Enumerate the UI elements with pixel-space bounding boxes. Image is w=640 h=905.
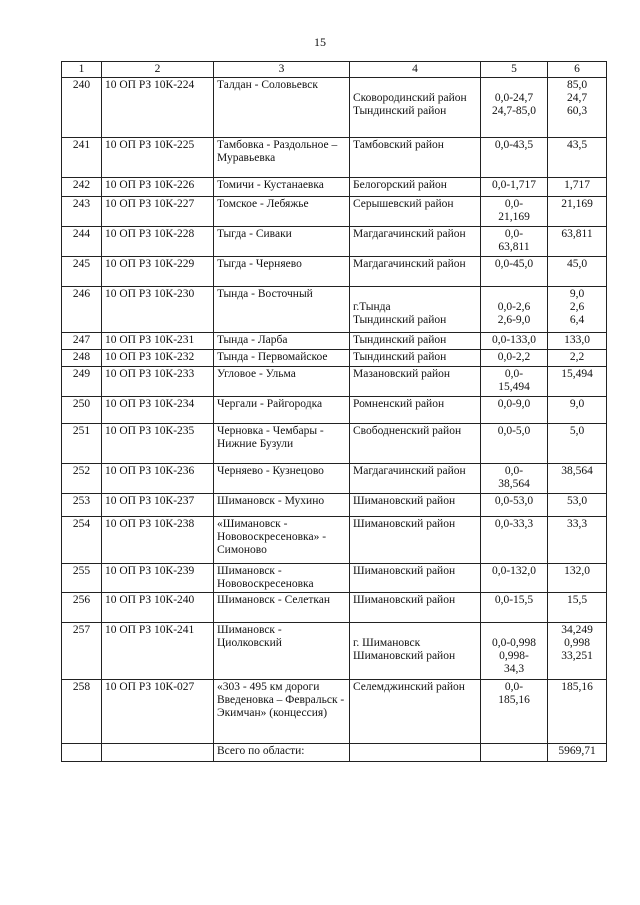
district-cell [350, 464, 481, 494]
table-row [62, 517, 607, 564]
district-line: Шимановский район [353, 650, 456, 662]
length-cell [548, 564, 607, 593]
row-number-cell: 256 [62, 593, 102, 623]
road-name-cell: Шимановск - Селеткан [214, 593, 350, 623]
total-label: Всего по области: [214, 744, 350, 762]
km-range-cell [481, 197, 548, 227]
district-cell [350, 78, 481, 138]
road-name-cell: Черновка - Чембары - Нижние Бузули [214, 424, 350, 464]
total-row [62, 744, 607, 762]
km-range-cell [481, 178, 548, 197]
district-cell [350, 494, 481, 517]
district-line: Тындинский район [353, 105, 447, 117]
km-range-line: 38,564 [498, 478, 530, 490]
km-range-line: 0,0-9,0 [497, 398, 531, 410]
table-row [62, 564, 607, 593]
road-code-cell: 10 ОП РЗ 10К-232 [102, 350, 214, 367]
km-range-cell [481, 424, 548, 464]
road-name-cell: Томичи - Кустанаевка [214, 178, 350, 197]
road-name-cell: «Шимановск - Нововоскресеновка» - Симоново [214, 517, 350, 564]
km-range-cell [481, 464, 548, 494]
table-row [62, 138, 607, 178]
road-name-cell: Тыгда - Черняево [214, 257, 350, 287]
km-range-line: 185,16 [498, 694, 530, 706]
km-range-line: 0,0-53,0 [494, 495, 534, 507]
km-range-cell [481, 564, 548, 593]
district-cell [350, 287, 481, 333]
length-line: 34,249 [561, 624, 593, 636]
district-cell [350, 227, 481, 257]
table-header-row [62, 62, 607, 78]
length-cell [548, 680, 607, 744]
length-cell [548, 257, 607, 287]
district-cell [350, 350, 481, 367]
road-name-cell: Чергали - Райгородка [214, 397, 350, 424]
spacer [353, 624, 477, 637]
km-range-cell [481, 397, 548, 424]
table-row [62, 197, 607, 227]
km-range-line: 34,3 [503, 663, 525, 675]
length-line: 0,998 [564, 637, 590, 649]
row-number-cell: 257 [62, 623, 102, 680]
district-line: Тындинский район [353, 334, 447, 346]
table-row [62, 227, 607, 257]
header-cell: 6 [548, 62, 607, 78]
km-range-line: 63,811 [498, 241, 530, 253]
length-line: 2,6 [569, 301, 585, 313]
road-name-cell: Талдан - Соловьевск [214, 78, 350, 138]
district-line: Тамбовский район [353, 139, 444, 151]
district-line: Свободненский район [353, 425, 462, 437]
district-cell [350, 197, 481, 227]
header-cell: 2 [102, 62, 214, 78]
row-number-cell: 250 [62, 397, 102, 424]
length-cell [548, 424, 607, 464]
district-line: Магдагачинский район [353, 258, 466, 270]
district-cell [350, 564, 481, 593]
table-row [62, 424, 607, 464]
district-line: Сковородинский район [353, 92, 467, 104]
km-range-line: 0,0-33,3 [494, 518, 534, 530]
table-row [62, 680, 607, 744]
km-range-cell [481, 623, 548, 680]
km-range-cell [481, 227, 548, 257]
road-code-cell: 10 ОП РЗ 10К-241 [102, 623, 214, 680]
row-number-cell: 252 [62, 464, 102, 494]
spacer [484, 288, 544, 301]
road-code-cell: 10 ОП РЗ 10К-239 [102, 564, 214, 593]
road-name-cell: Шимановск - Мухино [214, 494, 350, 517]
km-range-line: 0,0- [504, 465, 524, 477]
district-cell [350, 138, 481, 178]
km-range-cell [481, 350, 548, 367]
length-line: 15,494 [561, 368, 593, 380]
length-cell [548, 464, 607, 494]
road-code-cell: 10 ОП РЗ 10К-238 [102, 517, 214, 564]
length-line: 15,5 [566, 594, 588, 606]
km-range-cell [481, 257, 548, 287]
row-number-cell: 243 [62, 197, 102, 227]
km-range-cell [481, 287, 548, 333]
roads-table [61, 61, 607, 762]
table-row [62, 397, 607, 424]
table-row [62, 623, 607, 680]
road-name-cell: Тында - Восточный [214, 287, 350, 333]
km-range-line: 0,0-43,5 [494, 139, 534, 151]
table-row [62, 464, 607, 494]
km-range-line: 0,0-2,2 [497, 351, 531, 363]
district-line: Шимановский район [353, 495, 456, 507]
road-code-cell: 10 ОП РЗ 10К-225 [102, 138, 214, 178]
row-number-cell: 249 [62, 367, 102, 397]
empty-cell [62, 744, 102, 762]
row-number-cell: 244 [62, 227, 102, 257]
road-name-cell: Черняево - Кузнецово [214, 464, 350, 494]
length-cell [548, 494, 607, 517]
length-cell [548, 78, 607, 138]
length-line: 6,4 [569, 314, 585, 326]
table-row [62, 494, 607, 517]
spacer [353, 79, 477, 92]
km-range-line: 2,6-9,0 [497, 314, 531, 326]
length-line: 33,3 [566, 518, 588, 530]
length-line: 133,0 [564, 334, 590, 346]
district-cell [350, 680, 481, 744]
length-cell [548, 138, 607, 178]
road-code-cell: 10 ОП РЗ 10К-236 [102, 464, 214, 494]
row-number-cell: 241 [62, 138, 102, 178]
district-line: Селемджинский район [353, 681, 465, 693]
length-cell [548, 367, 607, 397]
km-range-cell [481, 593, 548, 623]
road-name-cell: Тында - Ларба [214, 333, 350, 350]
length-line: 185,16 [561, 681, 593, 693]
row-number-cell: 242 [62, 178, 102, 197]
length-cell [548, 397, 607, 424]
district-line: г. Шимановск [353, 637, 421, 649]
length-cell [548, 333, 607, 350]
district-line: Тындинский район [353, 314, 447, 326]
road-name-cell: Тында - Первомайское [214, 350, 350, 367]
table-row [62, 287, 607, 333]
length-line: 1,717 [564, 179, 590, 191]
length-line: 24,7 [566, 92, 588, 104]
road-code-cell: 10 ОП РЗ 10К-233 [102, 367, 214, 397]
length-line: 33,251 [561, 650, 593, 662]
km-range-line: 0,0-133,0 [491, 334, 537, 346]
district-line: Мазановский район [353, 368, 451, 380]
road-code-cell: 10 ОП РЗ 10К-230 [102, 287, 214, 333]
header-cell: 3 [214, 62, 350, 78]
road-code-cell: 10 ОП РЗ 10К-224 [102, 78, 214, 138]
district-line: Магдагачинский район [353, 228, 466, 240]
km-range-line: 15,494 [498, 381, 530, 393]
length-line: 9,0 [569, 398, 585, 410]
km-range-line: 0,0-24,7 [494, 92, 534, 104]
district-line: Шимановский район [353, 594, 456, 606]
length-cell [548, 227, 607, 257]
table-row [62, 333, 607, 350]
district-cell [350, 257, 481, 287]
district-cell [350, 424, 481, 464]
length-line: 63,811 [561, 228, 593, 240]
district-line: Шимановский район [353, 518, 456, 530]
length-cell [548, 178, 607, 197]
road-code-cell: 10 ОП РЗ 10К-234 [102, 397, 214, 424]
district-line: Шимановский район [353, 565, 456, 577]
district-line: Серышевский район [353, 198, 454, 210]
table-row [62, 367, 607, 397]
km-range-cell [481, 680, 548, 744]
header-cell: 4 [350, 62, 481, 78]
empty-cell [350, 744, 481, 762]
km-range-line: 0,0- [504, 198, 524, 210]
km-range-line: 0,0-0,998 [491, 637, 537, 649]
row-number-cell: 254 [62, 517, 102, 564]
district-cell [350, 623, 481, 680]
km-range-line: 0,0-2,6 [497, 301, 531, 313]
road-name-cell: Тамбовка - Раздольное – Муравьевка [214, 138, 350, 178]
district-cell [350, 517, 481, 564]
road-name-cell: Угловое - Ульма [214, 367, 350, 397]
length-cell [548, 593, 607, 623]
length-line: 85,0 [566, 79, 588, 91]
road-name-cell: Тыгда - Сиваки [214, 227, 350, 257]
km-range-line: 0,0- [504, 368, 524, 380]
road-name-cell: Шимановск - Нововоскресеновка [214, 564, 350, 593]
length-line: 53,0 [566, 495, 588, 507]
empty-cell [102, 744, 214, 762]
km-range-cell [481, 333, 548, 350]
km-range-line: 24,7-85,0 [491, 105, 537, 117]
length-line: 9,0 [569, 288, 585, 300]
km-range-cell [481, 367, 548, 397]
km-range-line: 0,0- [504, 681, 524, 693]
road-name-cell: «303 - 495 км дороги Введеновка – Февральск - Экимчан» (концессия) [214, 680, 350, 744]
district-cell [350, 178, 481, 197]
spacer [484, 79, 544, 92]
row-number-cell: 248 [62, 350, 102, 367]
road-code-cell: 10 ОП РЗ 10К-235 [102, 424, 214, 464]
road-name-cell: Томское - Лебяжье [214, 197, 350, 227]
total-value: 5969,71 [548, 744, 607, 762]
row-number-cell: 253 [62, 494, 102, 517]
table-row [62, 78, 607, 138]
road-code-cell: 10 ОП РЗ 10К-231 [102, 333, 214, 350]
table-row [62, 593, 607, 623]
length-cell [548, 350, 607, 367]
km-range-line: 0,0- [504, 228, 524, 240]
header-cell: 5 [481, 62, 548, 78]
length-cell [548, 287, 607, 333]
km-range-cell [481, 494, 548, 517]
length-line: 2,2 [569, 351, 585, 363]
row-number-cell: 246 [62, 287, 102, 333]
district-line: Белогорский район [353, 179, 447, 191]
page-number: 15 [314, 35, 326, 49]
table-row [62, 257, 607, 287]
km-range-line: 0,0-15,5 [494, 594, 534, 606]
spacer [484, 624, 544, 637]
spacer [353, 288, 477, 301]
road-code-cell: 10 ОП РЗ 10К-237 [102, 494, 214, 517]
district-cell [350, 367, 481, 397]
row-number-cell: 245 [62, 257, 102, 287]
row-number-cell: 240 [62, 78, 102, 138]
district-line: Тындинский район [353, 351, 447, 363]
km-range-line: 0,0-132,0 [491, 565, 537, 577]
district-cell [350, 333, 481, 350]
district-line: Ромненский район [353, 398, 445, 410]
district-line: Магдагачинский район [353, 465, 466, 477]
road-code-cell: 10 ОП РЗ 10К-228 [102, 227, 214, 257]
district-line: г.Тында [353, 301, 391, 313]
road-code-cell: 10 ОП РЗ 10К-229 [102, 257, 214, 287]
km-range-line: 21,169 [498, 211, 530, 223]
table-row [62, 178, 607, 197]
district-cell [350, 593, 481, 623]
length-line: 43,5 [566, 139, 588, 151]
table-row [62, 350, 607, 367]
length-line: 132,0 [564, 565, 590, 577]
length-cell [548, 623, 607, 680]
row-number-cell: 247 [62, 333, 102, 350]
length-cell [548, 517, 607, 564]
km-range-cell [481, 78, 548, 138]
length-line: 60,3 [566, 105, 588, 117]
district-cell [350, 397, 481, 424]
road-code-cell: 10 ОП РЗ 10К-226 [102, 178, 214, 197]
length-line: 21,169 [561, 198, 593, 210]
km-range-line: 0,0-1,717 [491, 179, 537, 191]
header-cell: 1 [62, 62, 102, 78]
length-line: 45,0 [566, 258, 588, 270]
km-range-cell [481, 517, 548, 564]
road-code-cell: 10 ОП РЗ 10К-227 [102, 197, 214, 227]
length-line: 38,564 [561, 465, 593, 477]
row-number-cell: 255 [62, 564, 102, 593]
row-number-cell: 251 [62, 424, 102, 464]
km-range-cell [481, 138, 548, 178]
length-line: 5,0 [569, 425, 585, 437]
km-range-line: 0,0-45,0 [494, 258, 534, 270]
empty-cell [481, 744, 548, 762]
km-range-line: 0,998- [499, 650, 529, 662]
road-code-cell: 10 ОП РЗ 10К-240 [102, 593, 214, 623]
length-cell [548, 197, 607, 227]
row-number-cell: 258 [62, 680, 102, 744]
road-code-cell: 10 ОП РЗ 10К-027 [102, 680, 214, 744]
road-name-cell: Шимановск - Циолковский [214, 623, 350, 680]
km-range-line: 0,0-5,0 [497, 425, 531, 437]
